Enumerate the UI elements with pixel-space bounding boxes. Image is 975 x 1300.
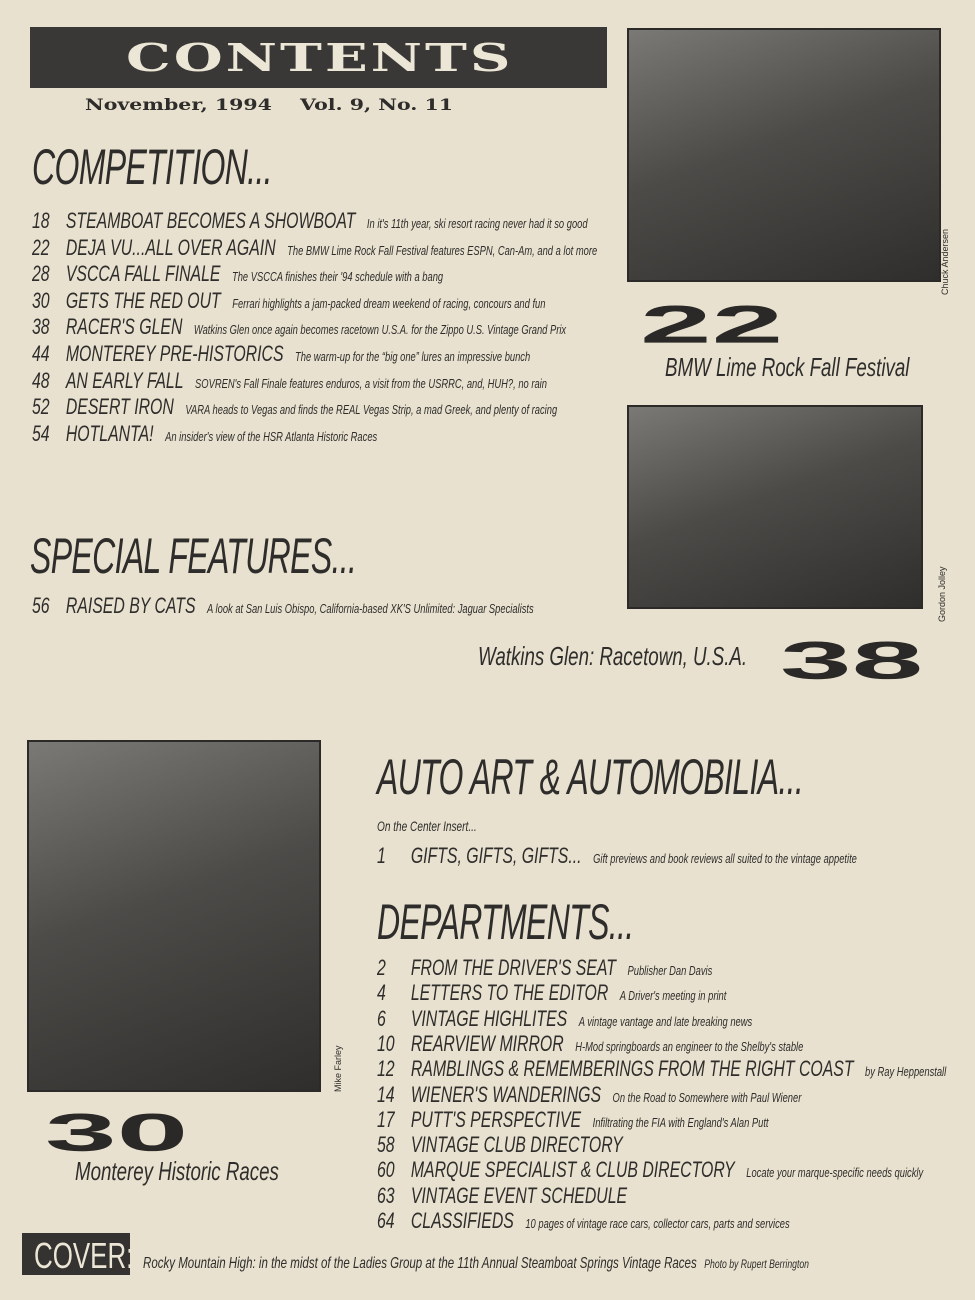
- contents-banner: [30, 27, 607, 88]
- page-number: 54: [32, 420, 50, 446]
- toc-entry: [377, 1107, 769, 1133]
- toc-entry: [32, 421, 377, 447]
- entry-description: In it's 11th year, ski resort racing never had it so good: [366, 216, 588, 231]
- page-number: 52: [32, 394, 50, 420]
- entry-description: Watkins Glen once again becomes racetown U.S.A. for the Zippo U.S. Vintage Grand Prix: [193, 322, 567, 338]
- entry-title: FROM THE DRIVER'S SEAT: [410, 955, 616, 980]
- entry-title: PUTT'S PERSPECTIVE: [410, 1106, 582, 1132]
- toc-entry: [377, 1006, 752, 1032]
- entry-title: MONTEREY PRE-HISTORICS: [65, 341, 284, 366]
- page-number: 48: [32, 367, 50, 393]
- entry-description: A vintage vantage and late breaking news: [578, 1013, 753, 1029]
- entry-description: Infiltrating the FIA with England's Alan Putt: [592, 1114, 769, 1130]
- cover-text: in the midst of the Ladies Group at the 11th Annual Steamboat Springs Vintage Races: [258, 1255, 697, 1272]
- entry-title: RACER'S GLEN: [65, 314, 183, 340]
- toc-entry: [377, 1031, 803, 1057]
- page-number: 14: [377, 1081, 395, 1107]
- page-number: 10: [377, 1030, 395, 1056]
- toc-entry: [377, 1183, 639, 1209]
- photo-caption: Watkins Glen: Racetown, U.S.A.: [478, 641, 748, 671]
- entry-description: A Driver's meeting in print: [619, 988, 727, 1004]
- page-number: 56: [32, 593, 50, 618]
- entry-description: VARA heads to Vegas and finds the REAL Vegas Strip, a mad Greek, and plenty of racing: [185, 402, 558, 418]
- toc-entry: [32, 593, 534, 619]
- entry-title: LETTERS TO THE EDITOR: [410, 980, 609, 1006]
- toc-entry: [377, 1132, 634, 1158]
- auto-art-subheading: On the Center Insert...: [377, 818, 477, 834]
- toc-entry: [32, 235, 597, 261]
- entry-title: WIENER'S WANDERINGS: [410, 1081, 602, 1107]
- toc-entry: [377, 843, 857, 869]
- entry-title: RAMBLINGS & REMEMBERINGS FROM THE RIGHT COAST: [410, 1056, 854, 1082]
- entry-description: An insider's view of the HSR Atlanta Historic Races: [165, 428, 378, 444]
- toc-entry: [32, 288, 545, 314]
- cover-photo-credit: Photo by Rupert Berrington: [704, 1257, 809, 1271]
- page-number: 6: [377, 1005, 386, 1031]
- toc-entry: [377, 1208, 790, 1234]
- entry-title: VINTAGE HIGHLITES: [410, 1005, 568, 1031]
- special-features-heading: SPECIAL FEATURES...: [30, 528, 357, 584]
- page-number: 30: [32, 287, 50, 313]
- feature-page-number: 30: [45, 1102, 189, 1163]
- feature-page-number: 38: [780, 630, 924, 691]
- toc-entry: [377, 1056, 946, 1082]
- entry-title: AN EARLY FALL: [65, 367, 184, 393]
- toc-entry: [377, 1157, 923, 1183]
- photo-credit: Chuck Andersen: [940, 228, 950, 295]
- entry-title: GIFTS, GIFTS, GIFTS...: [410, 843, 582, 868]
- toc-entry: [32, 368, 547, 394]
- toc-entry: [32, 208, 588, 234]
- departments-heading: DEPARTMENTS...: [377, 894, 634, 950]
- entry-description: Publisher Dan Davis: [627, 963, 713, 978]
- page-number: 64: [377, 1208, 395, 1233]
- toc-entry: [377, 1082, 801, 1108]
- entry-description: by Ray Heppenstall: [865, 1064, 947, 1080]
- entry-description: SOVREN's Fall Finale features enduros, a visit from the USRRC, and, HUH?, no rain: [195, 375, 547, 391]
- page-number: 4: [377, 980, 386, 1006]
- toc-entry: [32, 341, 530, 367]
- entry-title: STEAMBOAT BECOMES A SHOWBOAT: [65, 208, 356, 233]
- entry-description: Locate your marque-specific needs quickly: [746, 1165, 924, 1181]
- entry-title: DEJA VU...ALL OVER AGAIN: [65, 234, 276, 260]
- entry-title: VSCCA FALL FINALE: [65, 261, 221, 287]
- entry-title: CLASSIFIEDS: [410, 1208, 514, 1233]
- photo-watkins-glen-race: [627, 405, 923, 609]
- page-number: 1: [377, 843, 386, 868]
- photo-caption: BMW Lime Rock Fall Festival: [665, 352, 910, 382]
- entry-description: Gift previews and book reviews all suited to the vintage appetite: [593, 851, 857, 866]
- entry-title: VINTAGE EVENT SCHEDULE: [410, 1182, 628, 1208]
- page-number: 63: [377, 1182, 395, 1208]
- cover-lead: Rocky Mountain High:: [143, 1255, 256, 1272]
- photo-lime-rock-race: [627, 28, 941, 282]
- banner-title: CONTENTS: [126, 35, 514, 80]
- cover-label-box: [22, 1233, 134, 1276]
- entry-description: The VSCCA finishes their '94 schedule with a bang: [232, 269, 444, 285]
- page-number: 22: [32, 234, 50, 260]
- entry-title: HOTLANTA!: [65, 420, 154, 446]
- auto-art-heading: AUTO ART & AUTOMOBILIA...: [377, 749, 804, 805]
- page-number: 58: [377, 1132, 395, 1158]
- page-number: 60: [377, 1157, 395, 1183]
- entry-title: DESERT IRON: [65, 394, 174, 420]
- cover-label: COVER:: [34, 1235, 134, 1276]
- page-number: 18: [32, 208, 50, 233]
- entry-description: Ferrari highlights a jam-packed dream weekend of racing, concours and fun: [232, 295, 546, 311]
- competition-heading: COMPETITION...: [32, 139, 272, 195]
- photo-caption: Monterey Historic Races: [75, 1156, 279, 1186]
- page-number: 44: [32, 341, 50, 366]
- entry-title: GETS THE RED OUT: [65, 287, 221, 313]
- entry-title: MARQUE SPECIALIST & CLUB DIRECTORY: [410, 1157, 735, 1183]
- toc-entry: [377, 955, 712, 981]
- page-number: 12: [377, 1056, 395, 1082]
- entry-description: 10 pages of vintage race cars, collector cars, parts and services: [525, 1216, 790, 1231]
- entry-description: The BMW Lime Rock Fall Festival features ESPN, Can-Am, and a lot more: [287, 242, 598, 258]
- issue-dateline: [85, 95, 453, 114]
- toc-entry: [377, 980, 726, 1006]
- toc-entry: [32, 314, 566, 340]
- entry-title: VINTAGE CLUB DIRECTORY: [410, 1132, 623, 1158]
- entry-description: The warm-up for the “big one” lures an impressive bunch: [295, 349, 531, 364]
- issue-volume: Vol. 9, No. 11: [300, 95, 454, 114]
- photo-credit: Mike Farley: [333, 1045, 343, 1092]
- photo-monterey-race-cars: [27, 740, 321, 1092]
- toc-entry: [32, 261, 443, 287]
- entry-title: RAISED BY CATS: [65, 593, 196, 618]
- feature-page-number: 22: [640, 294, 784, 355]
- issue-date: November, 1994: [85, 95, 272, 114]
- entry-description: A look at San Luis Obispo, California-based XK'S Unlimited: Jaguar Specialists: [207, 601, 534, 616]
- entry-description: H-Mod springboards an engineer to the Shelby's stable: [575, 1038, 804, 1054]
- page-number: 2: [377, 955, 386, 980]
- cover-description: [143, 1255, 809, 1273]
- page-number: 17: [377, 1106, 395, 1132]
- entry-title: REARVIEW MIRROR: [410, 1030, 564, 1056]
- toc-entry: [32, 394, 557, 420]
- page-number: 38: [32, 314, 50, 340]
- page-number: 28: [32, 261, 50, 287]
- photo-credit: Gordon Jolley: [937, 566, 947, 622]
- entry-description: On the Road to Somewhere with Paul Wiener: [612, 1089, 802, 1105]
